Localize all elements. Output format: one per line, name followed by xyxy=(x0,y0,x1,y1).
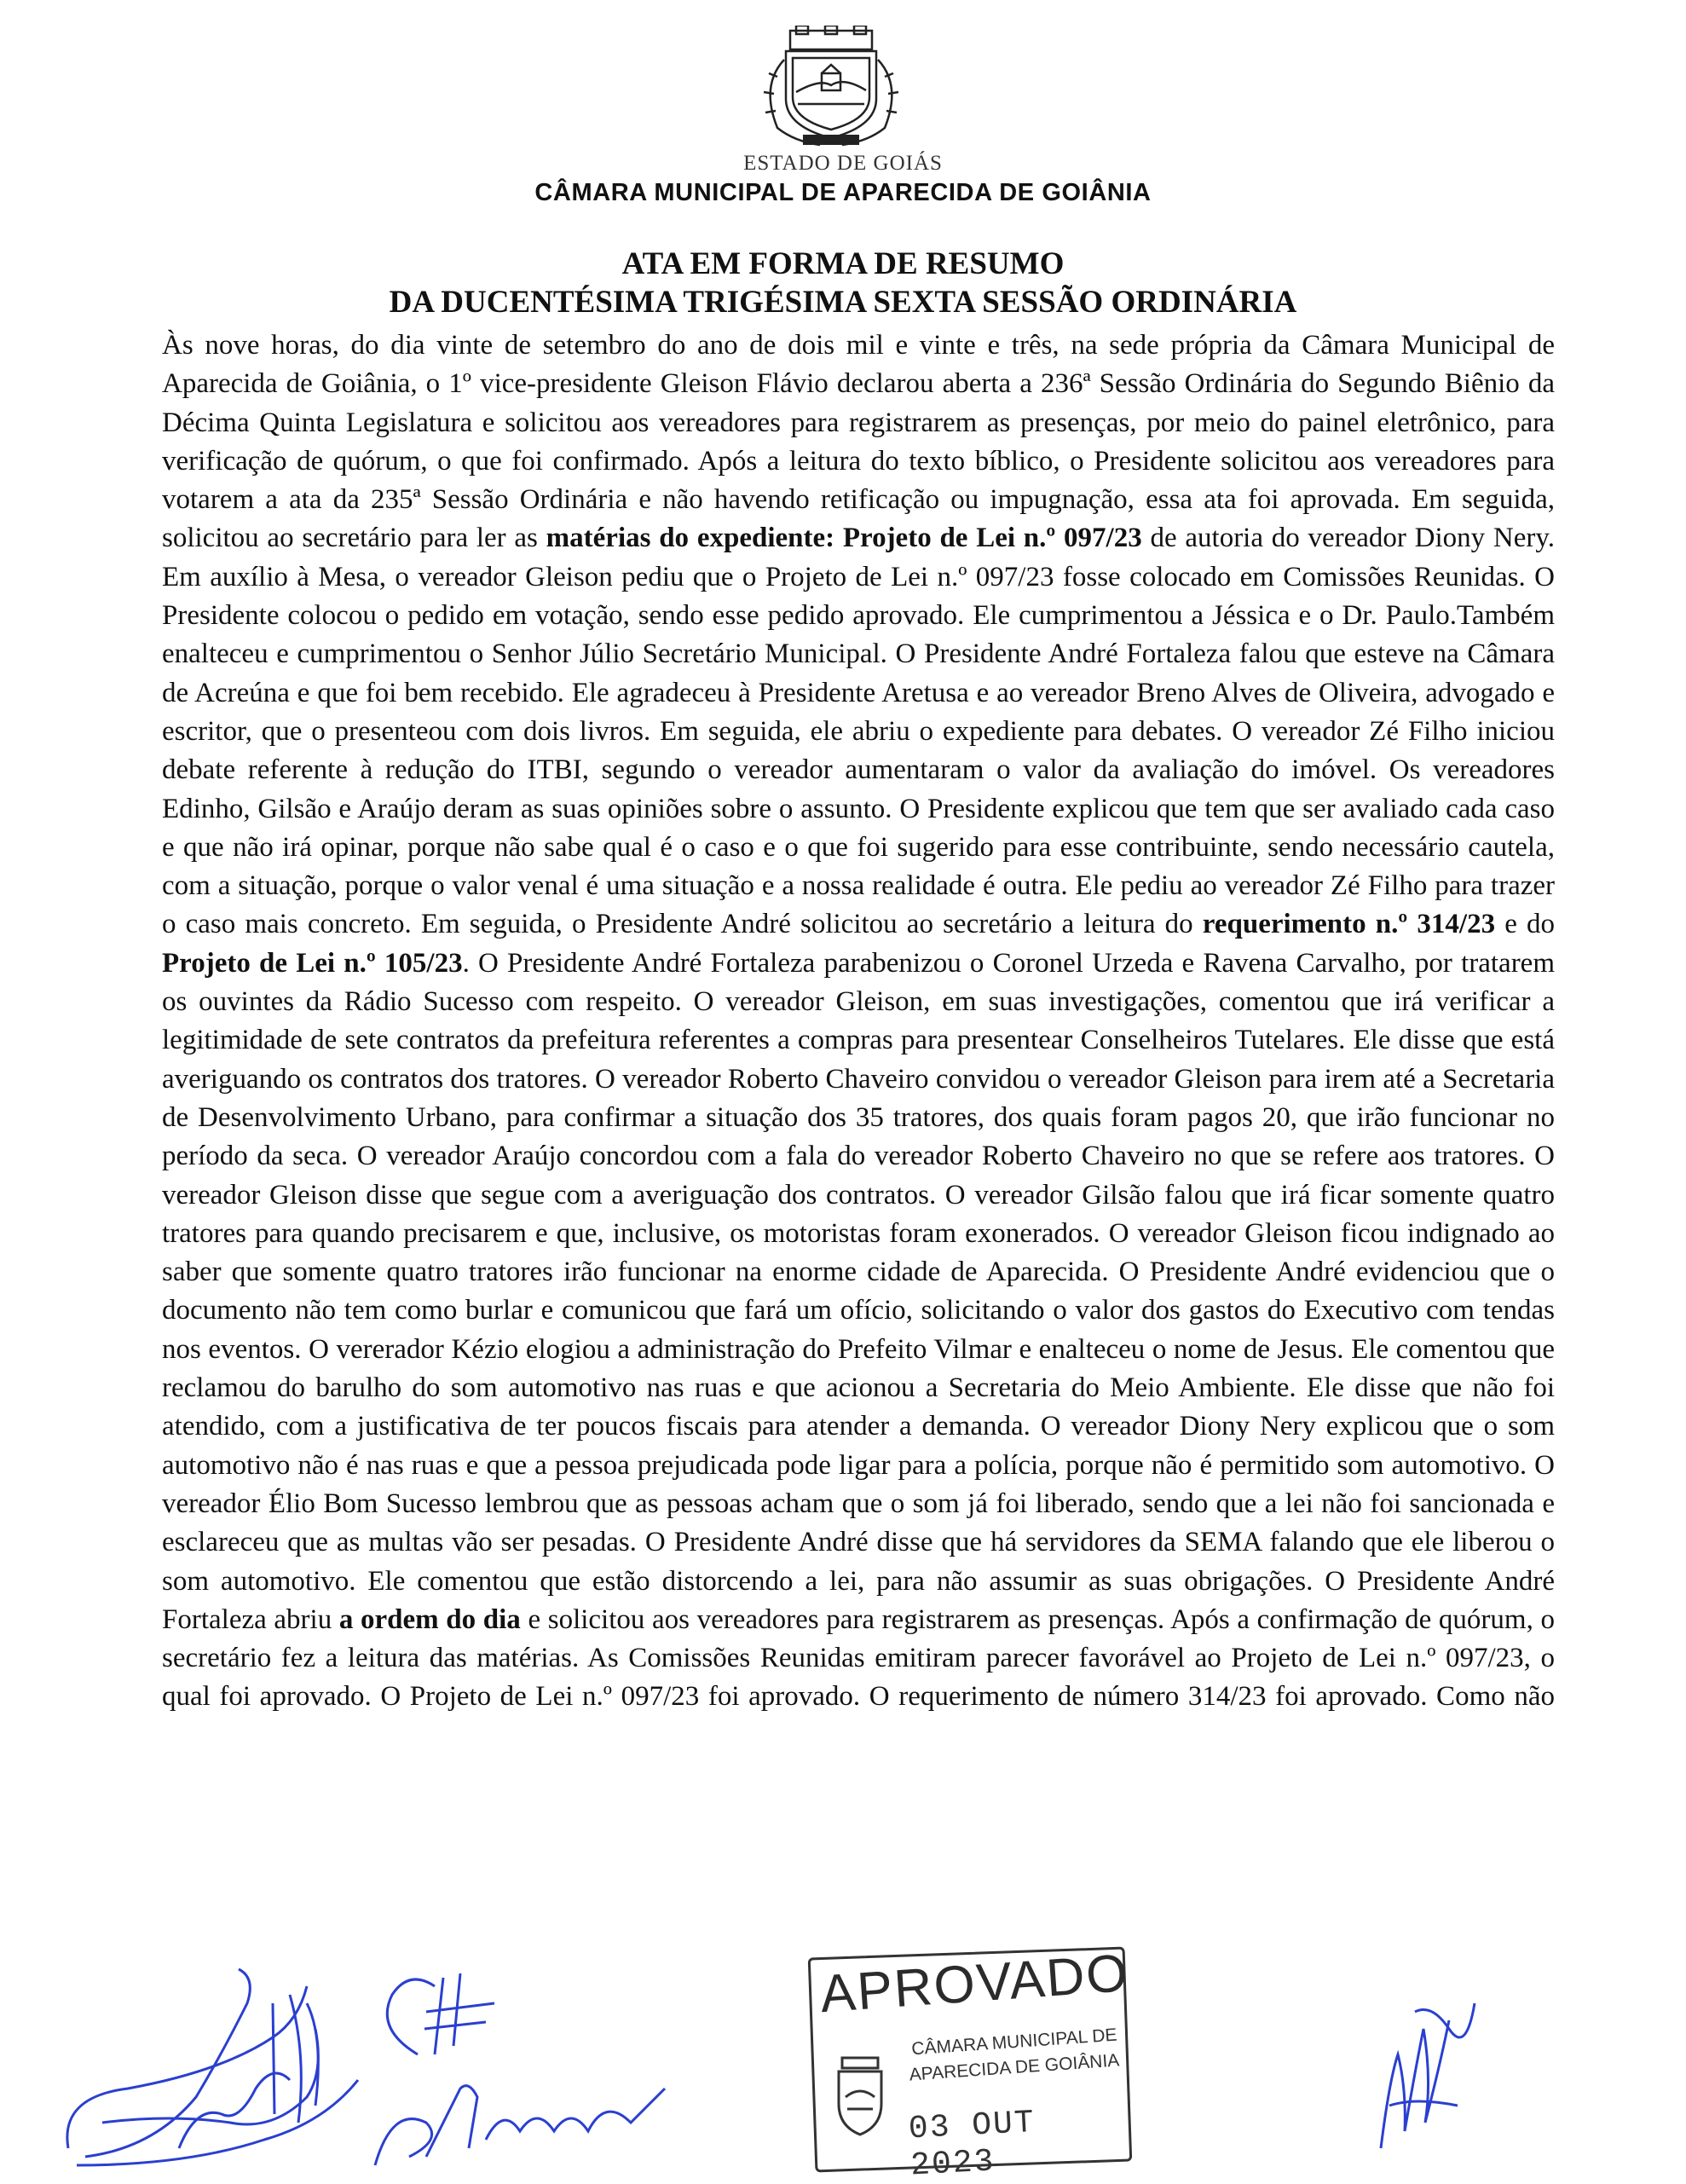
signature-1 xyxy=(51,1952,375,2174)
chamber-name: CÂMARA MUNICIPAL DE APARECIDA DE GOIÂNIA xyxy=(534,179,1152,206)
stamp-line-2: APARECIDA DE GOIÂNIA xyxy=(908,2050,1120,2085)
bold-expedient: matérias do expediente: Projeto de Lei n.º 097/23 xyxy=(546,523,1142,554)
session-title: DA DUCENTÉSIMA TRIGÉSIMA SEXTA SESSÃO ORDINÁRIA xyxy=(389,285,1297,320)
minutes-body xyxy=(162,326,1555,1717)
stamp-line-1: CÂMARA MUNICIPAL DE xyxy=(910,2025,1118,2060)
bold-projeto-105: Projeto de Lei n.º 105/23 xyxy=(162,947,463,979)
stamp-date: 03 OUT 2023 xyxy=(907,2104,1036,2184)
signature-3 xyxy=(1364,1978,1483,2165)
body-segment: e do xyxy=(1495,909,1555,940)
body-segment: de autoria do vereador Diony Nery. Em auxílio à Mesa, o vereador Gleison pediu que o Projeto de Lei n.º 097/23 fosse colocado em Comissões Reunidas. O Presidente colocou o pedido em votação, sendo esse pedido aprovado. Ele cumprimentou a Jéssica e o Dr. Paulo.Também enalteceu e cumprimentou o Senhor Júlio Secretário Municipal. O Presidente André Fortaleza falou que esteve na Câmara de Acreúna e que foi bem recebido. Ele agradeceu à Presidente Aretusa e ao vereador Breno Alves de Oliveira, advogado e escritor, que o presenteou com dois livros. Em seguida, ele abriu o expediente para debates. O vereador Zé Filho iniciou debate referente à redução do ITBI, segundo o vereador aumentaram o valor da avaliação do imóvel. Os vereadores Edinho, Gilsão e Araújo deram as suas opiniões sobre o assunto. O Presidente explicou que tem que ser avaliado cada caso e que não irá opinar, porque não sabe qual é o caso e o que foi sugerido para esse contribuinte, sendo necessário cautela, com a situação, porque o valor venal é uma situação e a nossa realidade é outra. Ele pediu ao vereador Zé Filho para trazer o caso mais concreto. Em seguida, o Presidente André solicitou ao secretário a leitura do xyxy=(162,523,1556,940)
body-segment: . O Presidente André Fortaleza parabenizou o Coronel Urzeda e Ravena Carvalho, por tratarem os ouvintes da Rádio Sucesso com respeito. O vereador Gleison, em suas investigações, comentou que irá verificar a legitimidade de sete contratos da prefeitura referentes a compras para presentear Conselheiros Tutelares. Ele disse que está averiguando os contratos dos tratores. O vereador Roberto Chaveiro convidou o vereador Gleison para irem até a Secretaria de Desenvolvimento Urbano, para confirmar a situação dos 35 tratores, dos quais foram pagos 20, que irão funcionar no período da seca. O vereador Araújo concordou com a fala do vereador Roberto Chaveiro no que se refere aos tratores. O vereador Gleison disse que segue com a averiguação dos contratos. O vereador Gilsão falou que irá ficar somente quatro tratores para quando precisarem e que, inclusive, os motoristas foram exonerados. O vereador Gleison ficou indignado ao saber que somente quatro tratores irão funcionar na enorme cidade de Aparecida. O Presidente André evidenciou que o documento não tem como burlar e comunicou que fará um ofício, solicitando o valor dos gastos do Executivo com tendas nos eventos. O vererador Kézio elogiou a administração do Prefeito Vilmar e enalteceu o nome de Jesus. Ele comentou que reclamou do barulho do som automotivo nas ruas e que acionou a Secretaria do Meio Ambiente. Ele disse que não foi atendido, com a justificativa de ter poucos fiscais para atender a demanda. O vereador Diony Nery explicou que o som automotivo não é nas ruas e que a pessoa prejudicada pode ligar para a polícia, porque não é permitido som automotivo. O vereador Élio Bom Sucesso lembrou que as pessoas acham que o som já foi liberado, sendo que a lei não foi sancionada e esclareceu que as multas vão ser pesadas. O Presidente André disse que há servidores da SEMA falando que ele liberou o som automotivo. Ele comentou que estão distorcendo a lei, para não assumir as suas obrigações. O Presidente André Fortaleza abriu xyxy=(162,947,1555,1635)
body-segment: Às nove horas, do dia vinte de setembro do ano de dois mil e vinte e três, na sede própria da Câmara Municipal de Aparecida de Goiânia, o 1º vice-presidente Gleison Flávio declarou aberta a 236ª Sessão Ordinária do Segundo Biênio da Décima Quinta Legislatura e solicitou aos vereadores para registrarem as presenças, por meio do painel eletrônico, para verificação de quórum, o que foi confirmado. Após a leitura do texto bíblico, o Presidente solicitou aos vereadores para votarem a ata da 235ª Sessão Ordinária e não havendo retificação ou impugnação, essa ata foi aprovada. Em seguida, solicitou ao secretário para ler as xyxy=(162,330,1555,554)
state-name: ESTADO DE GOIÁS xyxy=(743,152,943,175)
minutes-title: ATA EM FORMA DE RESUMO xyxy=(621,246,1065,281)
bold-ordem-do-dia: a ordem do dia xyxy=(338,1603,521,1635)
approval-stamp xyxy=(811,1944,1131,2184)
stamp-emblem-icon xyxy=(830,2054,890,2140)
stamp-title: APROVADO xyxy=(818,1944,1131,2025)
signature-2 xyxy=(358,1961,682,2174)
bold-requerimento: requerimento n.º 314/23 xyxy=(1202,909,1496,940)
coat-of-arms-icon xyxy=(743,26,919,148)
body-segment: e solicitou aos vereadores para registrarem as presenças. Após a confirmação de quórum, o secretário fez a leitura das matérias. As Comissões Reunidas emitiram parecer favorável ao Projeto de Lei n.º 097/23, o qual foi aprovado. O Projeto de Lei n.º 097/23 foi aprovado. O requerimento de número 314/23 foi aprovado. Como não xyxy=(162,1603,1555,1713)
